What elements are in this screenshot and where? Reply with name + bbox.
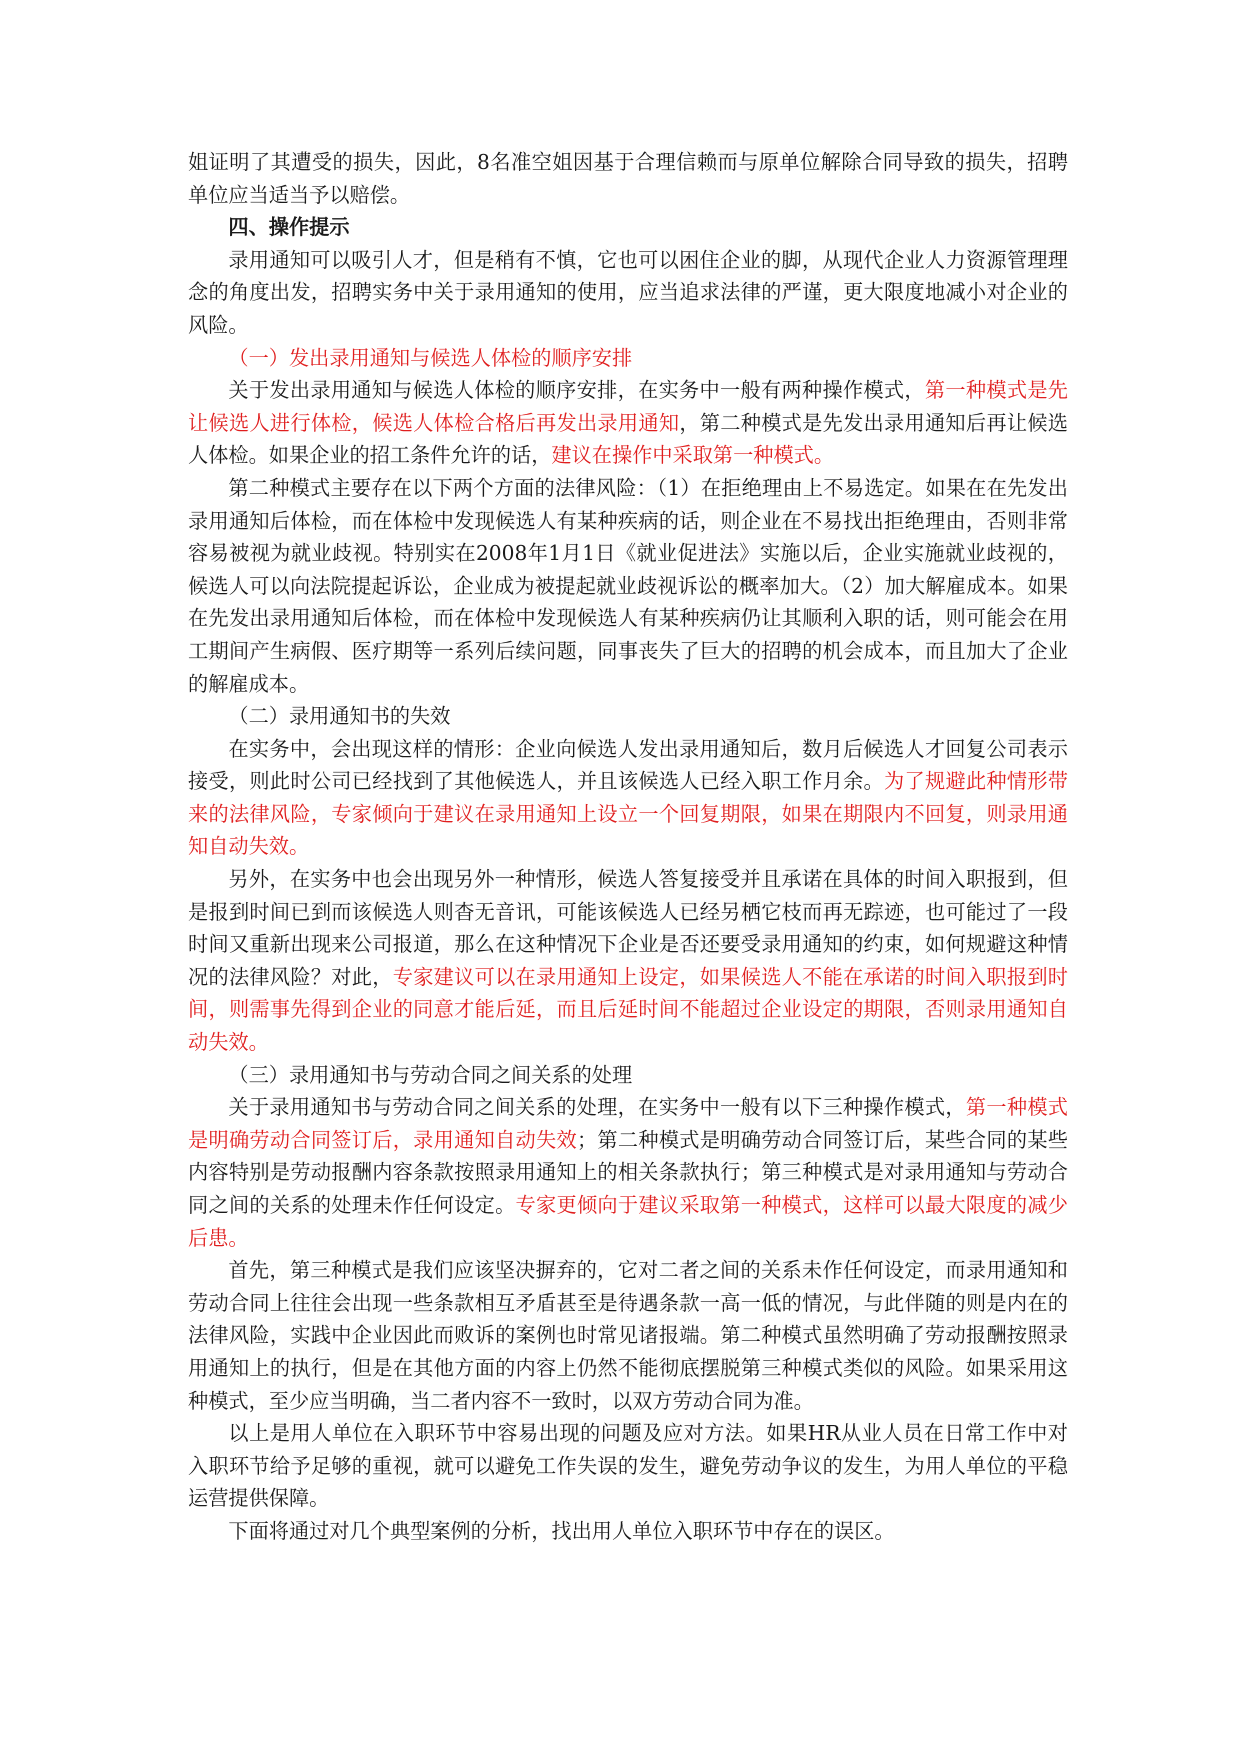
- paragraph-intro: 姐证明了其遭受的损失，因此，8名准空姐因基于合理信赖而与原单位解除合同导致的损失，招聘单位应当适当予以赔偿。: [188, 150, 1068, 207]
- emphasis-text: 第一种模式是先让候选人进行体检，候选人体检合格后再发出录用通知: [188, 378, 1068, 435]
- emphasis-text: 为了规避此种情形带来的法律风险，专家倾向于建议在录用通知上设立一个回复期限，如果在期限内不回复，则录用通知自动失效。: [188, 769, 1068, 859]
- paragraph-4: [188, 863, 1068, 1059]
- paragraph-operations: 录用通知可以吸引人才，但是稍有不慎，它也可以困住企业的脚，从现代企业人力资源管理理念的角度出发，招聘实务中关于录用通知的使用，应当追求法律的严谨，更大限度地减小对企业的风险。: [188, 247, 1068, 337]
- paragraph-7: 以上是用人单位在入职环节中容易出现的问题及应对方法。如果HR从业人员在日常工作中对入职环节给予足够的重视，就可以避免工作失误的发生，避免劳动争议的发生，为用人单位的平稳运营提供保障。: [188, 1421, 1068, 1511]
- emphasis-text: 专家更倾向于建议采取第一种模式，这样可以最大限度的减少后患。: [188, 1193, 1068, 1250]
- text-run: 另外，在实务中也会出现另外一种情形，候选人答复接受并且承诺在具体的时间入职报到，但是报到时间已到而该候选人则杳无音讯，可能该候选人已经另栖它枝而再无踪迹，也可能过了一段时间又重新出现来公司报道，那么在这种情况下企业是否还要受录用通知的约束，如何规避这种情况的法律风险？对此，: [188, 867, 1068, 989]
- paragraph-5: [188, 1091, 1068, 1254]
- text-run: 关于发出录用通知与候选人体检的顺序安排，在实务中一般有两种操作模式，: [228, 378, 925, 403]
- paragraph-6: 首先，第三种模式是我们应该坚决摒弃的，它对二者之间的关系未作任何设定，而录用通知和劳动合同上往往会出现一些条款相互矛盾甚至是待遇条款一高一低的情况，与此伴随的则是内在的法律风险，实践中企业因此而败诉的案例也时常见诸报端。第二种模式虽然明确了劳动报酬按照录用通知上的执行，但是在其他方面的内容上仍然不能彻底摆脱第三种模式类似的风险。如果采用这种模式，至少应当明确，当二者内容不一致时，以双方劳动合同为准。: [188, 1258, 1068, 1413]
- section-heading-4: 四、操作提示: [228, 215, 350, 240]
- text-run: 关于录用通知书与劳动合同之间关系的处理，在实务中一般有以下三种操作模式，: [228, 1095, 966, 1120]
- paragraph-1: [188, 374, 1068, 472]
- paragraph-2: 第二种模式主要存在以下两个方面的法律风险：（1）在拒绝理由上不易选定。如果在在先发出录用通知后体检，而在体检中发现候选人有某种疾病的话，则企业在不易找出拒绝理由，否则非常容易被视为就业歧视。特别实在2008年1月1日《就业促进法》实施以后，企业实施就业歧视的，候选人可以向法院提起诉讼，企业成为被提起就业歧视诉讼的概率加大。（2）加大解雇成本。如果在先发出录用通知后体检，而在体检中发现候选人有某种疾病仍让其顺利入职的话，则可能会在用工期间产生病假、医疗期等一系列后续问题，同事丧失了巨大的招聘的机会成本，而且加大了企业的解雇成本。: [188, 475, 1068, 696]
- emphasis-text: 专家建议可以在录用通知上设定，如果候选人不能在承诺的时间入职报到时间，则需事先得到企业的同意才能后延，而且后延时间不能超过企业设定的期限，否则录用通知自动失效。: [188, 964, 1068, 1055]
- paragraph-3: [188, 733, 1068, 863]
- text-run: ；第二种模式是明确劳动合同签订后，某些合同的某些内容特别是劳动报酬内容条款按照录用通知上的相关条款执行；第三种模式是对录用通知与劳动合同之间的关系的处理未作任何设定。: [188, 1127, 1068, 1217]
- emphasis-text: 建议在操作中采取第一种模式。: [551, 443, 835, 468]
- subheading-3: （三）录用通知书与劳动合同之间关系的处理: [228, 1062, 633, 1087]
- subheading-1: （一）发出录用通知与候选人体检的顺序安排: [228, 345, 633, 370]
- document-body: [188, 146, 1068, 1548]
- text-run: 在实务中，会出现这样的情形：企业向候选人发出录用通知后，数月后候选人才回复公司表示接受，则此时公司已经找到了其他候选人，并且该候选人已经入职工作月余。: [188, 736, 1068, 794]
- text-run: ，第二种模式是先发出录用通知后再让候选人体检。如果企业的招工条件允许的话，: [188, 410, 1068, 468]
- emphasis-text: 第一种模式是明确劳动合同签订后，录用通知自动失效: [188, 1095, 1068, 1152]
- paragraph-8: 下面将通过对几个典型案例的分析，找出用人单位入职环节中存在的误区。: [228, 1518, 895, 1543]
- subheading-2: （二）录用通知书的失效: [228, 704, 451, 729]
